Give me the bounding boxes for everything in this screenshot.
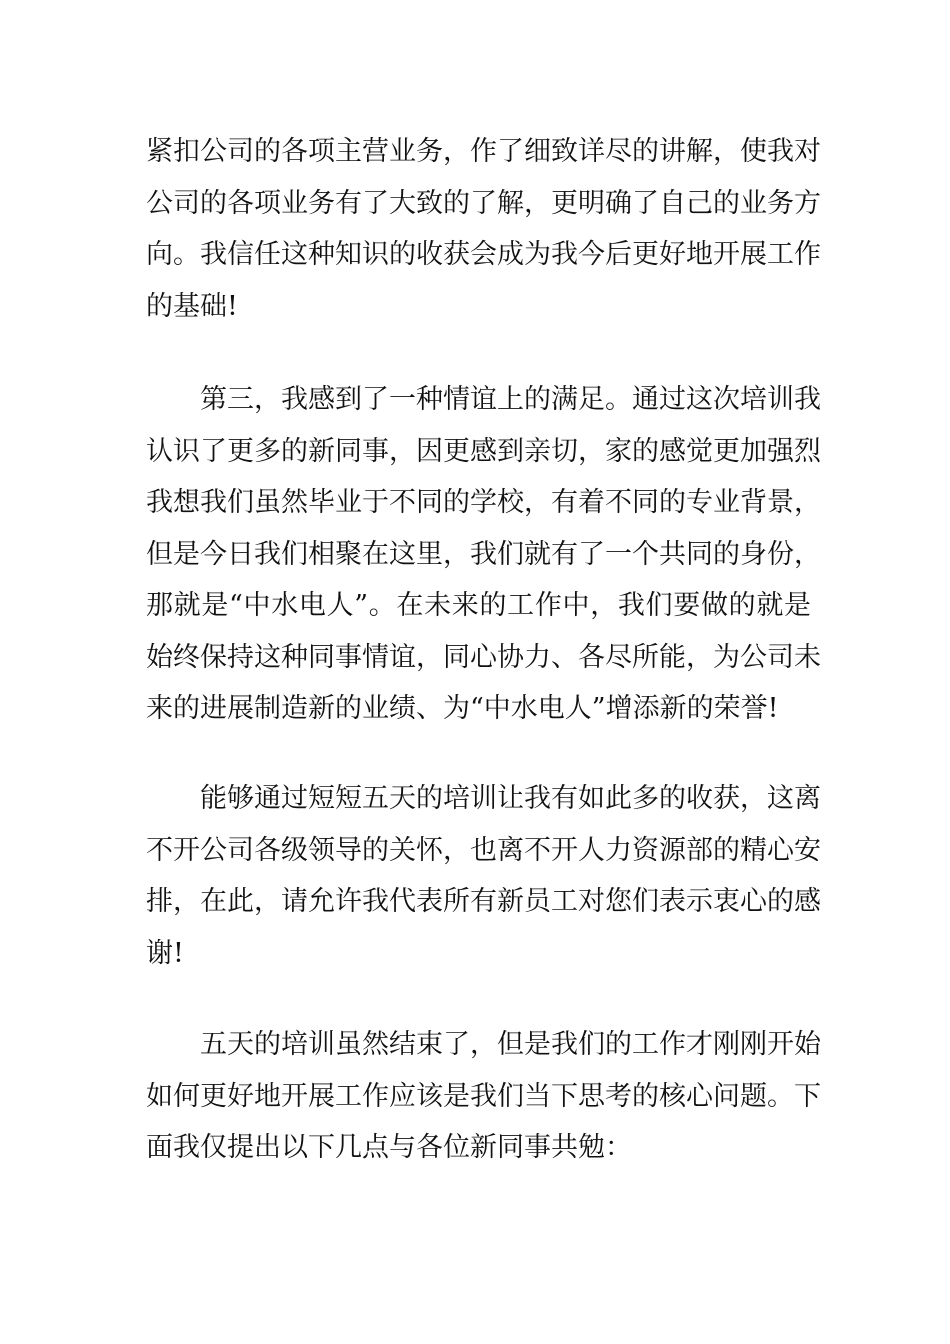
paragraph-line: 公司的各项业务有了大致的了解，更明确了自己的业务方 xyxy=(146,187,821,219)
paragraph-line: 我想我们虽然毕业于不同的学校，有着不同的专业背景， xyxy=(146,487,821,518)
paragraph-2 xyxy=(146,374,821,735)
paragraph-line: 那就是“中水电人”。在未来的工作中，我们要做的就是 xyxy=(146,590,811,621)
paragraph-line: 第三，我感到了一种情谊上的满足。通过这次培训我 xyxy=(200,384,821,415)
paragraph-line: 五天的培训虽然结束了，但是我们的工作才刚刚开始 xyxy=(200,1029,821,1060)
paragraph-line: 排，在此，请允许我代表所有新员工对您们表示衷心的感 xyxy=(146,886,821,917)
paragraph-line: 谢! xyxy=(146,937,184,969)
paragraph-line: 认识了更多的新同事，因更感到亲切，家的感觉更加强烈 xyxy=(146,435,821,467)
paragraph-line: 来的进展制造新的业绩、为“中水电人”增添新的荣誉! xyxy=(146,693,779,724)
paragraph-line: 始终保持这种同事情谊，同心协力、各尽所能，为公司未 xyxy=(146,641,821,673)
paragraph-line: 面我仅提出以下几点与各位新同事共勉： xyxy=(146,1132,632,1163)
paragraph-4 xyxy=(146,1019,821,1174)
paragraph-line: 不开公司各级领导的关怀，也离不开人力资源部的精心安 xyxy=(146,834,821,866)
paragraph-line: 能够通过短短五天的培训让我有如此多的收获，这离 xyxy=(200,783,821,814)
paragraph-line: 向。我信任这种知识的收获会成为我今后更好地开展工作 xyxy=(146,239,821,270)
paragraph-line: 如何更好地开展工作应该是我们当下思考的核心问题。下 xyxy=(146,1080,821,1112)
paragraph-line: 紧扣公司的各项主营业务，作了细致详尽的讲解，使我对 xyxy=(146,136,821,167)
paragraph-line: 的基础! xyxy=(146,290,238,322)
paragraph-1 xyxy=(146,126,821,332)
paragraph-3 xyxy=(146,773,821,979)
paragraph-line: 但是今日我们相聚在这里，我们就有了一个共同的身份， xyxy=(146,538,821,570)
